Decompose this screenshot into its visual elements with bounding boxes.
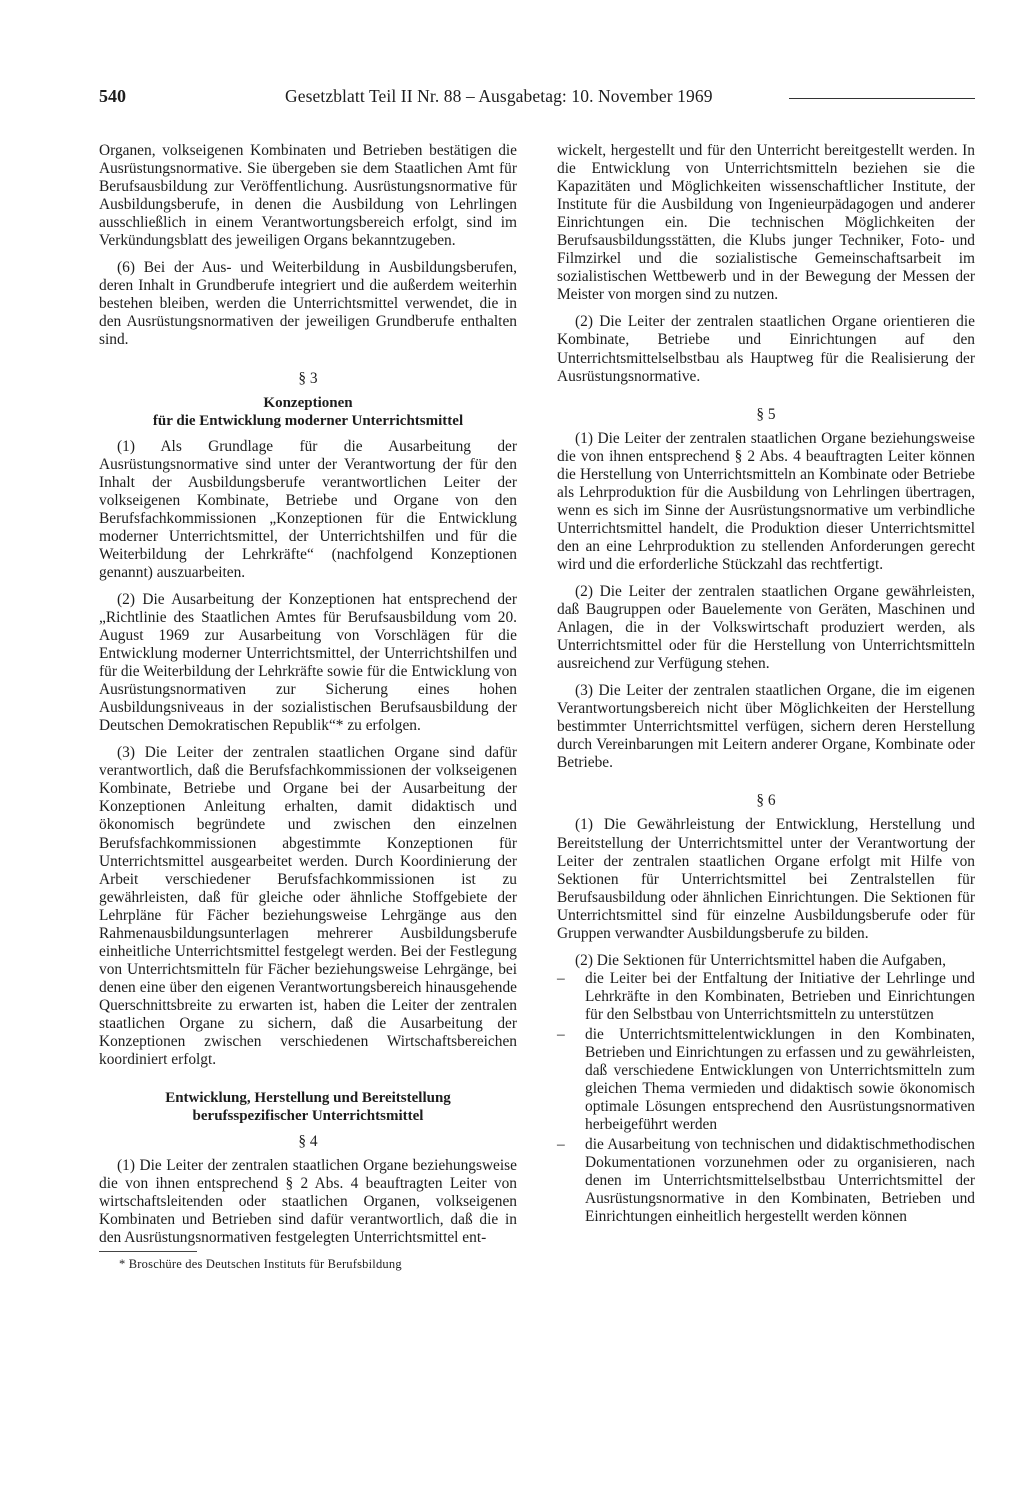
section-6-paragraph-1: (1) Die Gewährleistung der Entwicklung, Herstellung und Bereitstellung der Unterrichtsmittel unter der Verantwortung der Leiter der zentralen staatlichen Organe erfolgt mit Hilfe von Sektionen für Unterrichtsmittel bei Zentralstellen für Berufsausbildung oder ähnlichen Einrichtungen. Die Sektionen für Unterrichtsmittel sind für einzelne Ausbildungsberufe oder für Gruppen verwandter Ausbildungsberufe zu bilden. [557,816,975,942]
running-title: Gesetzblatt Teil II Nr. 88 – Ausgabetag: 10. November 1969 [285,86,713,106]
section-5-paragraph-2: (2) Die Leiter der zentralen staatlichen Organe gewährleisten, daß Baugruppen oder Bauelemente von Geräten, Maschinen und Anlagen, die in der Volkswirtschaft produziert werden, als Unterrichtsmittel oder für die Herstellung von Unterrichtsmitteln ausreichend zur Verfügung stehen. [557,582,975,673]
section-4-paragraph-2: (2) Die Leiter der zentralen staatlichen Organe orientieren die Kombinate, Betriebe und Einrichtungen auf den Unterrichtsmittelselbstbau als Hauptweg für die Realisierung der Ausrüstungsnormative. [557,313,975,385]
dash-marker: – [557,1136,565,1154]
part-heading [99,1089,517,1125]
section-5-paragraph-1: (1) Die Leiter der zentralen staatlichen Organe beziehungsweise die von ihnen entsprechend § 2 Abs. 4 beauftragten Leiter können die Herstellung von Unterrichtsmitteln an Kombinate oder Betriebe als Lehrproduktion für die Ausbildung von Lehrlingen übertragen, wenn es sich im Sinne der Ausrüstungsnormative um verbindliche Unterrichtsmittel handelt, die Produktion dieser Unterrichtsmittel den an eine Lehrproduktion zu stellenden Anforderungen gerecht wird und die erforderliche Stückzahl das rechtfertigt. [557,429,975,573]
section-3-paragraph-3: (3) Die Leiter der zentralen staatlichen Organe sind dafür verantwortlich, daß die Berufsfachkommissionen der volkseigenen Kombinate, Betriebe und Organe bei der Ausarbeitung der Konzeptionen Anleitung erhalten, damit didaktisch und ökonomisch begründete und zwischen den einzelnen Berufsfachkommissionen abgestimmte Konzeptionen für Unterrichtsmittel ausgearbeitet werden. Durch Koordinierung der Arbeit verschiedener Berufsfachkommissionen ist zu gewährleisten, daß für gleiche oder ähnliche Stoffgebiete der Lehrpläne für Fächer beziehungsweise Lehrgänge aus den Rahmenausbildungsunterlagen mehrerer Ausbildungsberufe einheitliche Unterrichtsmittel festgelegt werden. Bei der Festlegung von Unterrichtsmitteln für Fächer beziehungsweise Lehrgänge, bei denen eine über den eigenen Verantwortungsbereich hinausgehende Querschnittsbreite zu erwarten ist, haben die Leiter der zentralen staatlichen Organe zu sichern, daß die Ausarbeitung der Konzeptionen zwischen verschiedenen Wirtschaftsbereichen koordiniert erfolgt. [99,744,517,1069]
section-3-paragraph-1: (1) Als Grundlage für die Ausarbeitung der Ausrüstungsnormative sind unter der Verantwortung der für den Inhalt der Ausbildungsberufe verantwortlichen Leiter der volkseigenen Kombinate, Betriebe und Organe von den Berufsfachkommissionen „Konzeptionen für die Entwicklung moderner Unterrichtsmittel, der Unterrichtshilfen und für die Weiterbildung der Lehrkräfte“ (nachfolgend Konzeptionen genannt) auszuarbeiten. [99,437,517,581]
right-column [557,142,975,1228]
footnote-rule [99,1251,197,1252]
paragraph-6: (6) Bei der Aus- und Weiterbildung in Ausbildungsberufen, deren Inhalt in Grundberufe integriert und die außerdem weiterhin bestehen bleiben, werden die Unterrichtsmittel verwendet, die in den Ausrüstungsnormativen der jeweiligen Grundberufe enthalten sind. [99,259,517,349]
section-5-paragraph-3: (3) Die Leiter der zentralen staatlichen Organe, die im eigenen Verantwortungsbereich nicht über Möglichkeiten der Herstellung bestimmter Unterrichtsmittel verfügen, sichern deren Herstellung durch Vereinbarungen mit Leitern anderer Organe, Kombinate oder Betriebe. [557,682,975,772]
header-rule [789,98,975,99]
list-item-text: die Unterrichtsmittelentwicklungen in den Kombinaten, Betrieben und Einrichtungen zu erfassen und zu gewährleisten, daß verschiedene Entwicklungen von Unterrichtsmitteln zum gleichen Thema vermieden und didaktisch sowie ökonomisch optimale Lösungen entsprechend den Ausrüstungsnormativen herbeigeführt werden [585,1025,975,1134]
section-6-paragraph-2: (2) Die Sektionen für Unterrichtsmittel haben die Aufgaben, [575,951,946,969]
part-heading-line-1: Entwicklung, Herstellung und Bereitstellung [165,1090,451,1107]
list-item [557,1136,975,1226]
list-item-text: die Leiter bei der Entfaltung der Initiative der Lehrlinge und Lehrkräfte in den Kombinaten, Betrieben und Einrichtungen für den Selbstbau von Unterrichtsmitteln zu unterstützen [585,969,975,1023]
section-4-paragraph-1-continued: wickelt, hergestellt und für den Unterricht bereitgestellt werden. In die Entwicklung von Unterrichtsmitteln beziehen sie die Kapazitäten und Möglichkeiten wissenschaftlicher Institute, der Institute für die Ausbildung von Ingenieurpädagogen und anderer Einrichtungen ein. Die technischen Möglichkeiten der Berufsausbildungsstätten, die Klubs junger Techniker, Foto- und Filmzirkel und die sozialistische Gemeinschaftsarbeit im sozialistischen Wettbewerb und in der Bewegung der Messen der Meister von morgen sind zu nutzen. [557,142,975,304]
section-4-number: § 4 [298,1133,318,1151]
page-header [99,86,975,116]
list-item [557,970,975,1024]
task-list [557,970,975,1227]
dash-marker: – [557,1025,565,1043]
section-3-number: § 3 [298,369,318,387]
list-item [557,1026,975,1134]
left-column [99,142,517,1272]
page-number: 540 [99,86,126,106]
section-4-paragraph-1: (1) Die Leiter der zentralen staatlichen Organe beziehungsweise die von ihnen entsprechend § 2 Abs. 4 beauftragten Leiter von wirtschaftsleitenden oder staatlichen Organen, volkseigenen Kombinaten und Betrieben sind dafür verantwortlich, daß die in den Ausrüstungsnormativen festgelegten Unterrichtsmittel ent- [99,1157,517,1247]
section-3-heading-line-2: für die Entwicklung moderner Unterrichtsmittel [152,412,464,429]
list-item-text: die Ausarbeitung von technischen und didaktischmethodischen Dokumentationen vorzunehmen oder zu organisieren, nach denen im Unterrichtsmittelselbstbau Unterrichtsmittel der Ausrüstungsnormative in den Kombinaten, Betrieben und Einrichtungen einheitlich hergestellt werden können [585,1136,975,1226]
paragraph-continued: Organen, volkseigenen Kombinaten und Betrieben bestätigen die Ausrüstungsnormative. Sie übergeben sie dem Staatlichen Amt für Berufsausbildung zur Veröffentlichung. Ausrüstungsnormative für Ausbildungsberufe, in denen die Ausbildung von Lehrlingen ausschließlich in einem Verantwortungsbereich erfolgt, sind im Verkündungsblatt des jeweiligen Organs bekanntzugeben. [99,142,517,250]
section-5-number: § 5 [756,405,776,423]
section-6-number: § 6 [756,792,776,810]
section-3-paragraph-2: (2) Die Ausarbeitung der Konzeptionen hat entsprechend der „Richtlinie des Staatlichen Amtes für Berufsausbildung vom 20. August 1969 zur Ausarbeitung von Vorschlägen für die Entwicklung moderner Unterrichtsmittel, der Unterrichtshilfen und für die Weiterbildung der Lehrkräfte sowie für die Entwicklung von Ausrüstungsnormativen zur Sicherung eines hohen Ausbildungsniveaus in der sozialistischen Berufsausbildung der Deutschen Demokratischen Republik“* zu erfolgen. [99,590,517,735]
part-heading-line-2: berufsspezifischer Unterrichtsmittel [192,1108,424,1125]
section-3-heading [99,394,517,430]
section-3-heading-line-1: Konzeptionen [263,394,353,411]
dash-marker: – [557,969,565,987]
footnote: * Broschüre des Deutschen Instituts für Berufsbildung [119,1257,402,1272]
